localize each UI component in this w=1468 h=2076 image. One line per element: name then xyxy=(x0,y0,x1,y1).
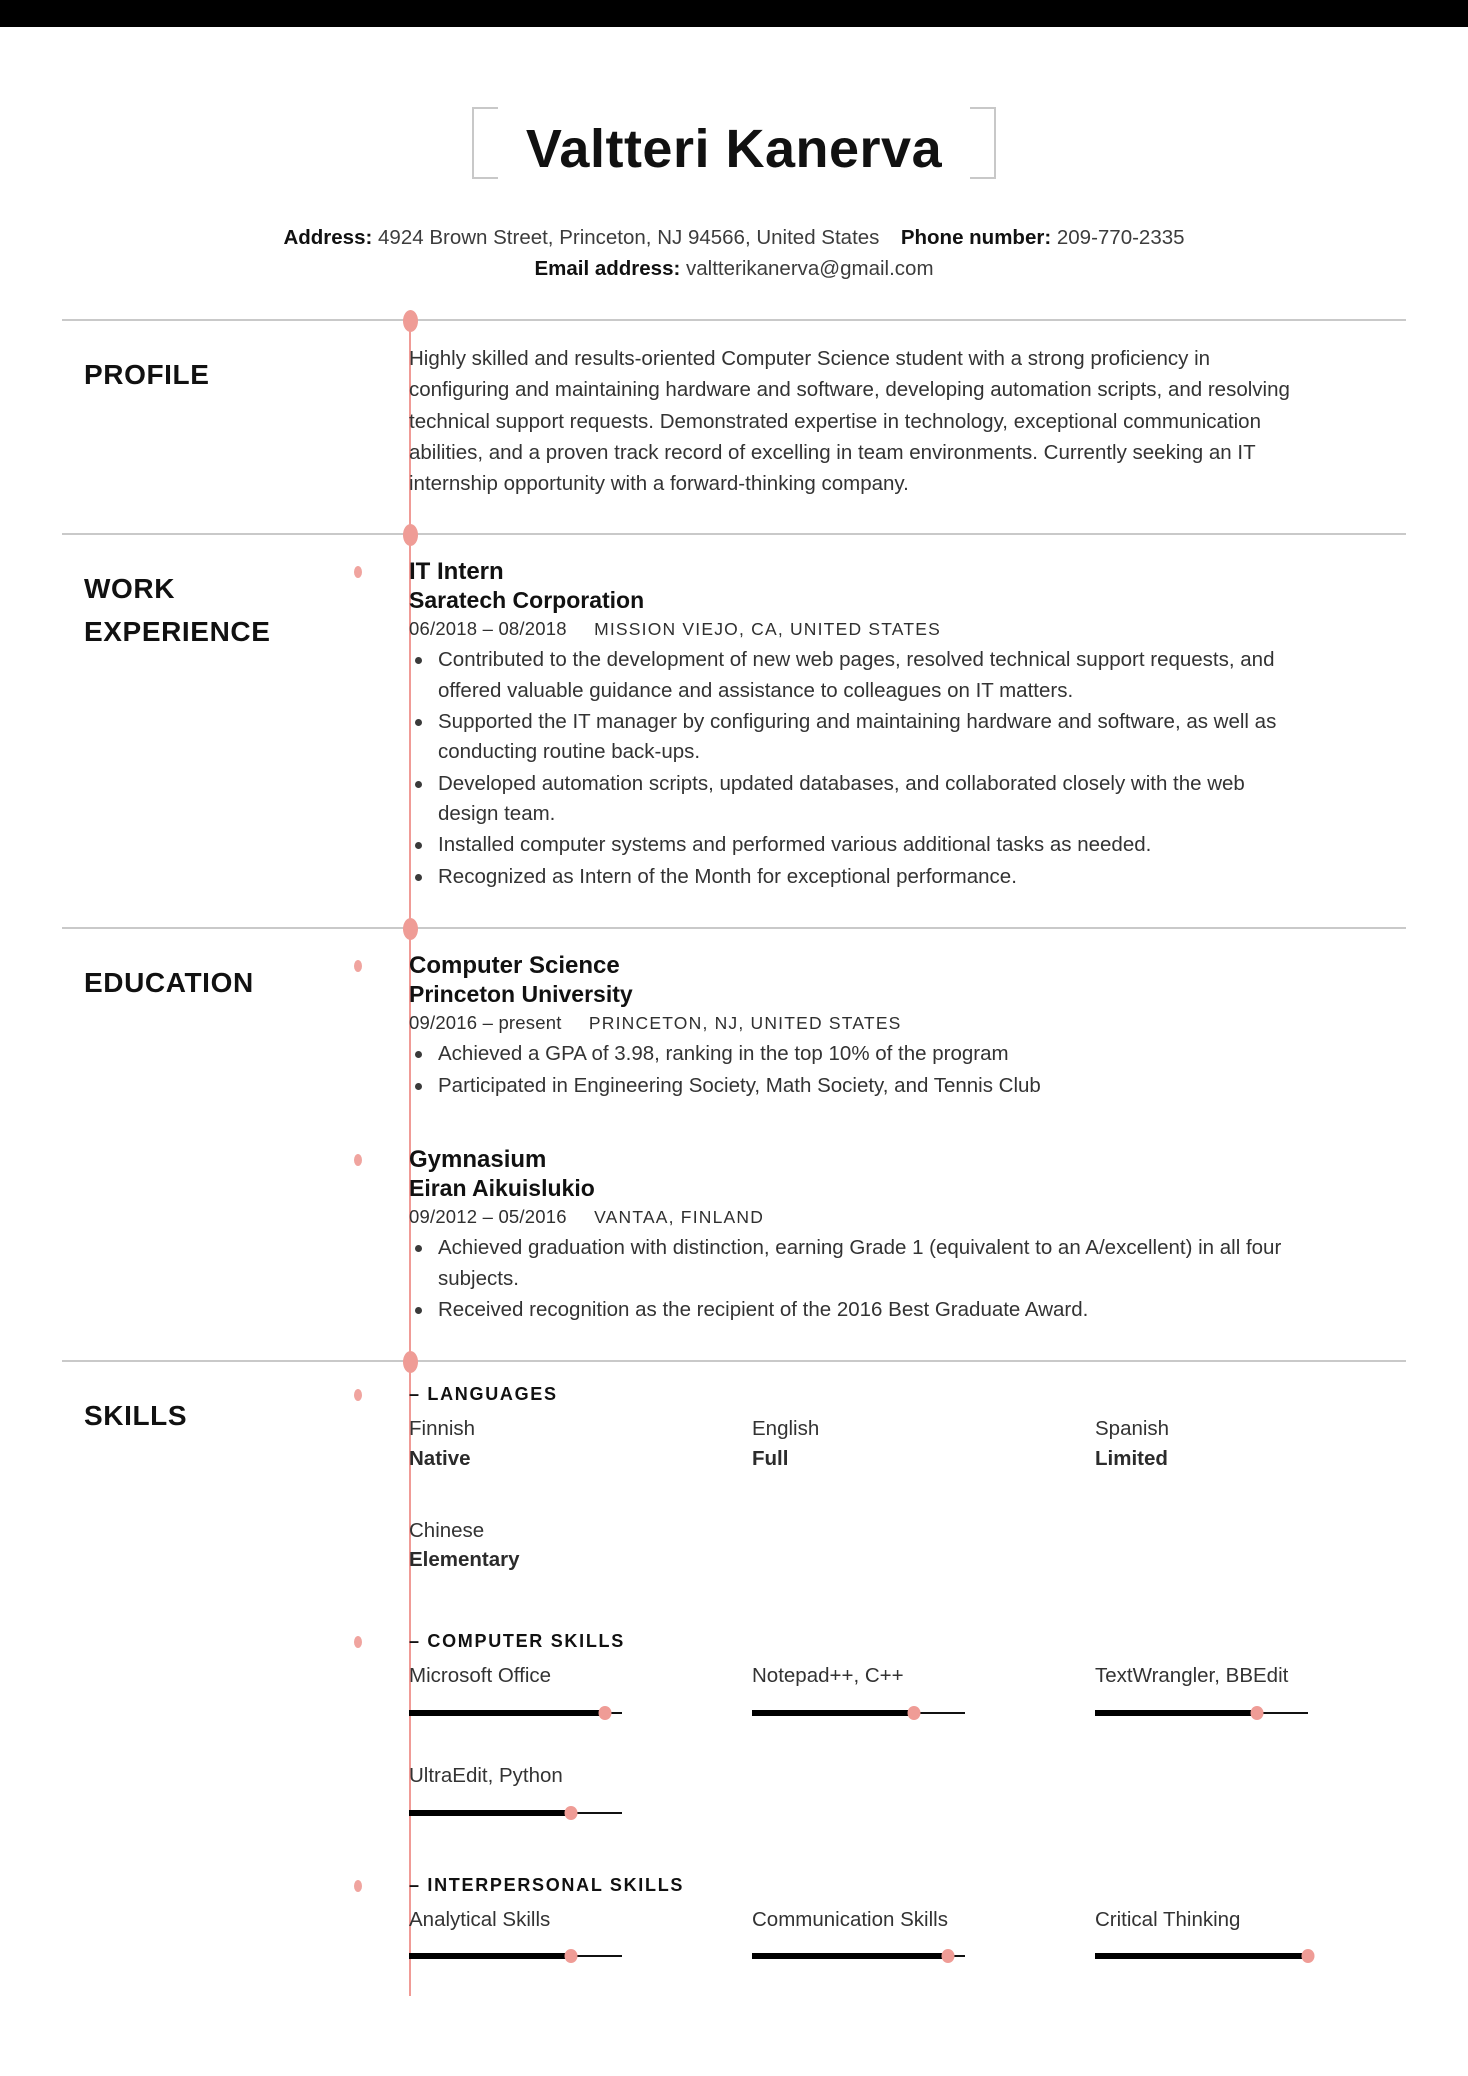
entry-node-icon xyxy=(354,566,362,578)
section-skills xyxy=(62,1360,1406,1996)
entry-node-icon xyxy=(354,1880,362,1892)
skill-meter xyxy=(409,1950,622,1962)
language-item xyxy=(409,1516,720,1575)
list-item: Developed automation scripts, updated databases, and collaborated closely with the web design team. xyxy=(409,769,1299,830)
job-meta xyxy=(409,618,1406,640)
timeline-node-icon xyxy=(403,918,418,940)
skill-item xyxy=(752,1661,1063,1719)
contact-line-2 xyxy=(0,253,1468,285)
education-dates: 09/2012 – 05/2016 xyxy=(409,1206,567,1228)
language-item xyxy=(752,1414,1063,1473)
degree-title: Computer Science xyxy=(409,951,620,979)
contact-info xyxy=(0,222,1468,286)
education-dates: 09/2016 – present xyxy=(409,1012,562,1034)
contact-line-1 xyxy=(0,222,1468,254)
skill-item xyxy=(409,1905,720,1963)
education-entry xyxy=(409,951,1406,1101)
language-name: Spanish xyxy=(1095,1417,1170,1441)
section-heading: EDUCATION xyxy=(84,966,254,998)
section-label-profile xyxy=(62,321,347,533)
degree-title: Gymnasium xyxy=(409,1145,547,1173)
meter-fill xyxy=(1095,1953,1308,1959)
skill-group-languages xyxy=(409,1384,1406,1575)
group-title: – INTERPERSONAL SKILLS xyxy=(409,1874,685,1895)
list-item: Received recognition as the recipient of the 2016 Best Graduate Award. xyxy=(409,1295,1299,1325)
meter-knob-icon xyxy=(1302,1949,1315,1963)
group-title: – LANGUAGES xyxy=(409,1384,558,1405)
skill-name: Analytical Skills xyxy=(409,1907,551,1931)
profile-text: Highly skilled and results-oriented Computer Science student with a strong proficiency in configuring and maintaining hardware and software, developing automation scripts, and resolving technical support requests. Demonstrated expertise in technology, exceptional communication abilities, and a proven track record of excelling in team environments. Currently seeking an IT internship opportunity with a forward-thinking company. xyxy=(409,347,1290,495)
section-education xyxy=(62,927,1406,1360)
skill-meter xyxy=(409,1807,622,1819)
job-company: Saratech Corporation xyxy=(409,587,645,614)
section-label-work xyxy=(62,535,347,927)
group-title: – COMPUTER SKILLS xyxy=(409,1631,625,1652)
skill-item xyxy=(409,1761,720,1819)
list-item: Recognized as Intern of the Month for exceptional performance. xyxy=(409,862,1299,892)
meter-knob-icon xyxy=(564,1949,577,1963)
skill-meter xyxy=(1095,1950,1308,1962)
section-content-education xyxy=(409,929,1406,1360)
skill-meter xyxy=(409,1707,622,1719)
skill-group-computer-skills xyxy=(409,1631,1406,1818)
phone-label: Phone number: xyxy=(900,225,1052,249)
timeline-gutter xyxy=(347,321,409,533)
skill-item xyxy=(409,1661,720,1719)
job-dates: 06/2018 – 08/2018 xyxy=(409,618,567,640)
meter-fill xyxy=(752,1953,948,1959)
skill-name: TextWrangler, BBEdit xyxy=(1095,1664,1289,1688)
bracket-right-icon xyxy=(970,107,996,179)
education-meta xyxy=(409,1012,1406,1034)
language-item xyxy=(1095,1414,1406,1473)
education-bullets xyxy=(409,1233,1406,1325)
meter-fill xyxy=(752,1710,914,1716)
skill-item xyxy=(1095,1661,1406,1719)
section-heading-line2: EXPERIENCE xyxy=(84,616,271,648)
skill-name: Communication Skills xyxy=(752,1907,948,1931)
entry-node-icon xyxy=(354,1154,362,1166)
language-level: Elementary xyxy=(409,1548,520,1572)
skill-meter xyxy=(752,1950,965,1962)
skill-meter xyxy=(1095,1707,1308,1719)
meter-knob-icon xyxy=(907,1706,920,1720)
resume-body xyxy=(0,319,1468,1996)
meter-knob-icon xyxy=(598,1706,611,1720)
section-profile xyxy=(62,319,1406,533)
page-title: Valtteri Kanerva xyxy=(525,119,943,179)
resume-header xyxy=(0,27,1468,285)
education-meta xyxy=(409,1206,1406,1228)
school-name: Eiran Aikuislukio xyxy=(409,1175,595,1202)
email-label: Email address: xyxy=(534,257,681,281)
language-name: Finnish xyxy=(409,1417,476,1441)
job-location: MISSION VIEJO, CA, UNITED STATES xyxy=(594,619,942,640)
email-value: valtterikanerva@gmail.com xyxy=(686,257,934,281)
skill-name: Microsoft Office xyxy=(409,1664,552,1688)
list-item: Participated in Engineering Society, Math Society, and Tennis Club xyxy=(409,1071,1299,1101)
section-heading-line1: WORK xyxy=(84,573,176,604)
address-value: 4924 Brown Street, Princeton, NJ 94566, United States xyxy=(378,225,880,249)
skill-group-interpersonal-skills xyxy=(409,1875,1406,1963)
skill-item xyxy=(752,1905,1063,1963)
meter-knob-icon xyxy=(1250,1706,1263,1720)
education-bullets xyxy=(409,1039,1406,1101)
resume-sheet xyxy=(0,27,1468,2056)
meter-fill xyxy=(409,1953,571,1959)
section-heading: SKILLS xyxy=(84,1400,188,1432)
section-content-skills xyxy=(409,1362,1406,1996)
entry-node-icon xyxy=(354,960,362,972)
language-level: Full xyxy=(752,1446,789,1470)
section-label-education xyxy=(62,929,347,1360)
meter-fill xyxy=(409,1710,605,1716)
section-label-skills xyxy=(62,1362,347,1996)
list-item: Achieved a GPA of 3.98, ranking in the top 10% of the program xyxy=(409,1039,1299,1069)
work-entry xyxy=(409,557,1406,892)
list-item: Contributed to the development of new web pages, resolved technical support requests, and offered valuable guidance and assistance to colleagues on IT matters. xyxy=(409,645,1299,706)
language-item xyxy=(409,1414,720,1473)
name-block xyxy=(472,99,996,196)
meter-knob-icon xyxy=(941,1949,954,1963)
languages-grid xyxy=(409,1414,1406,1575)
education-location: PRINCETON, NJ, UNITED STATES xyxy=(588,1013,902,1034)
meter-fill xyxy=(409,1810,571,1816)
section-content-work xyxy=(409,535,1406,927)
timeline-gutter xyxy=(347,535,409,927)
timeline-gutter xyxy=(347,1362,409,1996)
computer-skills-grid xyxy=(409,1661,1406,1818)
skill-name: Critical Thinking xyxy=(1095,1907,1241,1931)
job-bullets xyxy=(409,645,1406,892)
list-item: Achieved graduation with distinction, earning Grade 1 (equivalent to an A/excellent) in all four subjects. xyxy=(409,1233,1299,1294)
phone-value: 209-770-2335 xyxy=(1056,225,1185,249)
address-label: Address: xyxy=(283,225,373,249)
interpersonal-skills-grid xyxy=(409,1905,1406,1963)
timeline-gutter xyxy=(347,929,409,1360)
entry-node-icon xyxy=(354,1636,362,1648)
page-top-bar xyxy=(0,0,1468,27)
section-heading: PROFILE xyxy=(84,359,210,391)
section-work-experience xyxy=(62,533,1406,927)
job-title: IT Intern xyxy=(409,558,504,585)
section-content-profile xyxy=(409,321,1406,533)
list-item: Installed computer systems and performed various additional tasks as needed. xyxy=(409,830,1299,860)
meter-knob-icon xyxy=(564,1806,577,1820)
school-name: Princeton University xyxy=(409,981,633,1008)
skill-name: UltraEdit, Python xyxy=(409,1763,563,1787)
language-name: English xyxy=(752,1417,820,1441)
language-name: Chinese xyxy=(409,1518,485,1542)
timeline-node-icon xyxy=(403,524,418,546)
language-level: Native xyxy=(409,1446,471,1470)
list-item: Supported the IT manager by configuring and maintaining hardware and software, as well as conducting routine back-ups. xyxy=(409,707,1299,768)
education-location: VANTAA, FINLAND xyxy=(594,1207,765,1228)
bracket-left-icon xyxy=(472,107,498,179)
skill-name: Notepad++, C++ xyxy=(752,1664,904,1688)
skill-item xyxy=(1095,1905,1406,1963)
education-entry xyxy=(409,1145,1406,1325)
meter-fill xyxy=(1095,1710,1257,1716)
skill-meter xyxy=(752,1707,965,1719)
language-level: Limited xyxy=(1095,1446,1168,1470)
